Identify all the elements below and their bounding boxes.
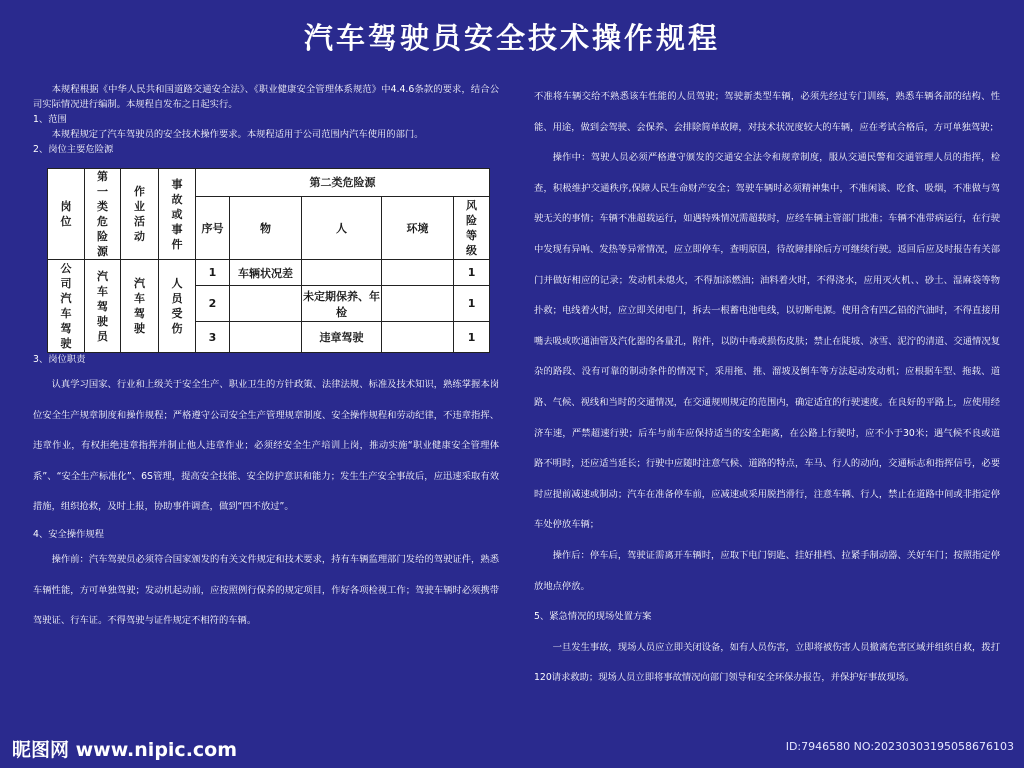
section-5-text: 一旦发生事故，现场人员应立即关闭设备，如有人员伤害，立即将被伤害人员撤离危害区域并组织自救，拨打120请求救助；现场人员立即将事故情况向部门领导和安全环保办报告，并保护好事故现场。 [534,641,1000,684]
cell-seq: 2 [196,286,230,322]
header-class1-hazard: 第 一 类 危 险 源 [85,169,121,260]
cell-person: 违章驾驶 [302,322,382,353]
cell-risk: 1 [454,286,490,322]
cell-seq: 3 [196,322,230,353]
header-environment: 环境 [382,196,454,259]
section-1-heading: 1、范围 [33,114,67,125]
right-paragraph-1: 不准将车辆交给不熟悉该车性能的人员驾驶；驾驶新类型车辆，必须先经过专门训练，熟悉车辆各部的结构、性能、用途，做到会驾驶、会保养、会排除简单故障，对技术状况度较大的车辆，应在考试合格后，方可单独驾驶； [534,91,1000,133]
intro-paragraph: 本规程根据《中华人民共和国道路交通安全法》、《职业健康安全管理体系规范》中4.4.6条款的要求，结合公司实际情况进行编制。本规程自发布之日起实行。 [33,84,499,110]
header-post: 岗 位 [48,169,85,260]
section-1-text: 本规程规定了汽车驾驶员的安全技术操作要求。本规程适用于公司范围内汽车使用的部门。 [51,129,424,140]
cell-environment [382,322,454,353]
header-accident: 事 故 或 事 件 [159,169,196,260]
cell-object [230,286,302,322]
section-4-text: 操作前：汽车驾驶员必须符合国家颁发的有关文件规定和技术要求，持有车辆监理部门发给的驾驶证件，熟悉车辆性能，方可单独驾驶；发动机起动前，应按照例行保养的规定项目，作好各项检视工作；驾驶车辆时必须携带驾驶证、行车证。不得驾驶与证件规定不相符的车辆。 [33,553,499,627]
cell-accident: 人 员 受 伤 [159,260,196,353]
left-column [33,82,499,637]
section-2-heading: 2、岗位主要危险源 [33,144,114,155]
hazard-source-table [47,168,490,353]
header-seq: 序号 [196,196,230,259]
cell-seq: 1 [196,260,230,286]
right-column [534,82,1000,694]
site-watermark-logo: 昵图网 www.nipic.com [12,739,238,761]
section-3-heading: 3、岗位职责 [33,354,86,365]
cell-post: 公 司 汽 车 驾 驶 [48,260,85,353]
header-activity: 作 业 活 动 [121,169,159,260]
cell-risk: 1 [454,322,490,353]
cell-environment [382,260,454,286]
cell-person [302,260,382,286]
cell-risk: 1 [454,260,490,286]
right-paragraph-2: 操作中：驾驶人员必须严格遵守颁发的交通安全法令和规章制度，服从交通民警和交通管理人员的指挥，检查，积极维护交通秩序,保障人民生命财产安全；驾驶车辆时必须精神集中，不准闲谈、吃食、吸烟，不准做与驾驶无关的事情；车辆不准超载运行，如遇特殊情况需超载时，应经车辆主管部门批准；车辆不准带病运行，在行驶中发现有异响、发热等异常情况，应立即停车，查明原因，待故障排除后方可继续行驶。返回后应及时报告有关部门并做好相应的记录；发动机未熄火，不得加添燃油；油料着火时，不得浇水，应用灭火机、、砂土、湿麻袋等物扑救；电线着火时，应立即关闭电门，拆去一根蓄电池电线，以切断电源。使用含有四乙铅的汽油时，不得直接用嘴去吸或吹通油管及汽化器的各量孔，附件，以防中毒或损伤皮肤；禁止在陡坡、冰雪、泥泞的清道、交通情况复杂的路段、没有可靠的制动条件的情况下，采用拖、推、溜坡及倒车等方法起动发动机；应根据车型、拖载、道路、气候、视线和当时的交通情况，在交通规则规定的范围内，确定适宜的行驶速度。在良好的平路上，应使用经济车速，严禁超速行驶；后车与前车应保持适当的安全距离，在公路上行驶时，应不小于30米；遇气候不良或道路不明时，还应适当延长；行驶中应随时注意气候、道路的特点，车马、行人的动向，交通标志和指挥信号，必要时应提前减速或制动；汽车在准备停车前，应减速或采用脱挡滑行，注意车辆、行人，禁止在道路中间或非指定停车处停放车辆； [534,152,1000,531]
header-class2-hazard: 第二类危险源 [196,169,490,197]
cell-person: 未定期保养、年检 [302,286,382,322]
table-row [48,260,490,286]
cell-object [230,322,302,353]
section-4-heading: 4、安全操作规程 [33,528,104,540]
cell-activity: 汽 车 驾 驶 [121,260,159,353]
header-object: 物 [230,196,302,259]
cell-environment [382,286,454,322]
document-title: 汽车驾驶员安全技术操作规程 [303,21,720,55]
cell-object: 车辆状况差 [230,260,302,286]
cell-class1: 汽 车 驾 驶 员 [85,260,121,353]
header-person: 人 [302,196,382,259]
section-5-heading: 5、紧急情况的现场处置方案 [534,611,652,623]
section-3-text: 认真学习国家、行业和上级关于安全生产、职业卫生的方针政策、法律法规、标准及技术知识，熟练掌握本岗位安全生产规章制度和操作规程；严格遵守公司安全生产管理规章制度、安全操作规程和劳动纪律，不违章指挥、违章作业，有权拒绝违章指挥并制止他人违章作业；必须经安全生产培训上岗，推动实施“职业健康安全管理体系”、“安全生产标准化”、6S管理，提高安全技能、安全防护意识和能力；发生生产安全事故后，应迅速采取有效措施，组织抢救，及时上报，协助事件调查，做到“四不放过”。 [33,379,499,513]
header-risk-level: 风 险 等 级 [454,196,490,259]
image-id-label: ID:7946580 NO:20230303195058676103 [785,740,1014,753]
right-paragraph-3: 操作后：停车后，驾驶证需离开车辆时，应取下电门钥匙、挂好排档、拉紧手制动器、关好车门；按照指定停放地点停放。 [534,549,1000,592]
